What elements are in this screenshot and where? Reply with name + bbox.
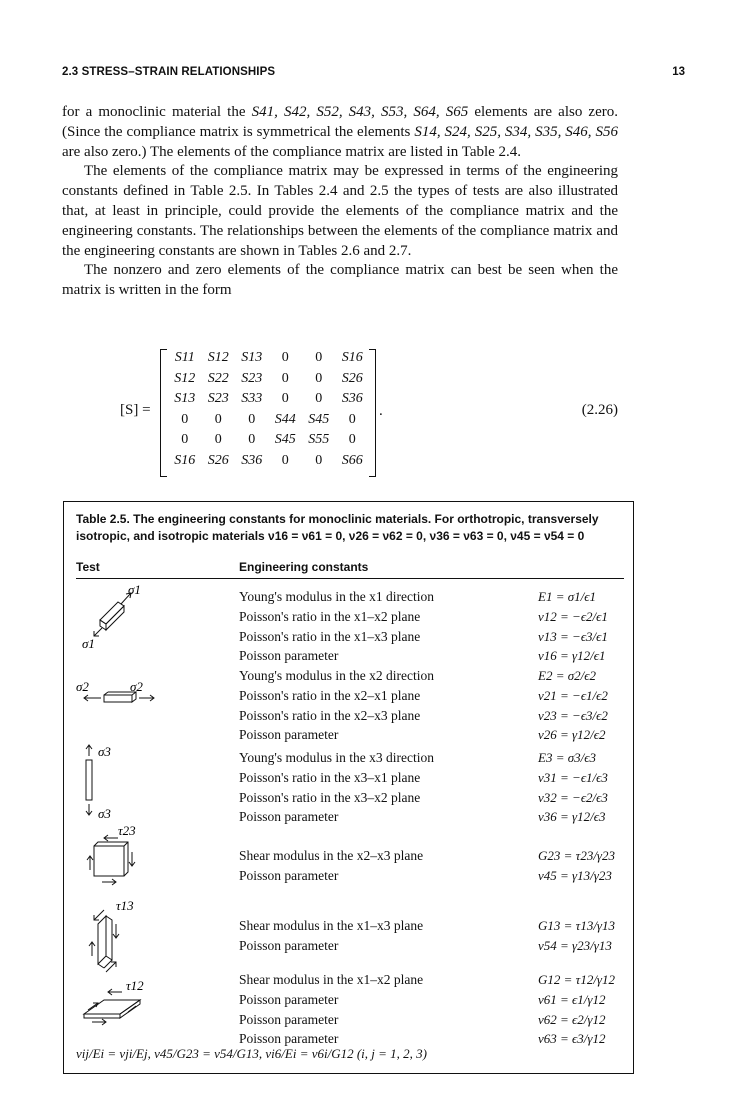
constant-description: Poisson's ratio in the x1–x3 plane xyxy=(239,628,421,644)
test-figure-1 xyxy=(74,584,194,654)
svg-text:σ2: σ2 xyxy=(130,679,143,694)
constant-description: Poisson's ratio in the x3–x2 plane xyxy=(239,789,421,805)
matrix-cell: S45 xyxy=(274,432,296,447)
constant-formula: ν26 = γ12/ϵ2 xyxy=(538,727,606,743)
matrix-cell: 0 xyxy=(248,432,256,447)
matrix-cell: 0 xyxy=(214,432,222,447)
matrix-cell: 0 xyxy=(281,350,289,365)
matrix-cell: 0 xyxy=(281,370,289,386)
table-caption: Table 2.5. The engineering constants for monoclinic materials. For orthotropic, transversely isotropic, and isotropic materials ν16 = ν61 = 0, ν26 = ν62 = 0, ν36 = ν63 = 0, ν45 = ν54 = 0 xyxy=(76,512,599,543)
matrix-cell: S23 xyxy=(241,370,263,386)
matrix-cell: 0 xyxy=(315,370,323,386)
matrix-cell: S26 xyxy=(341,370,363,386)
constant-description: Young's modulus in the x3 direction xyxy=(239,750,434,765)
equation-label: [S] = xyxy=(120,402,151,418)
test-figure-6 xyxy=(74,970,194,1040)
svg-text:σ1: σ1 xyxy=(82,636,95,651)
matrix-cell: 0 xyxy=(248,411,256,427)
constant-formula: G23 = τ23/γ23 xyxy=(538,848,616,863)
constant-description: Poisson parameter xyxy=(239,867,339,883)
matrix-cell: S11 xyxy=(174,350,195,365)
constant-formula: ν54 = γ23/γ13 xyxy=(538,937,612,953)
matrix-cell: S33 xyxy=(241,391,263,406)
constant-formula: ν23 = −ϵ3/ϵ2 xyxy=(538,707,608,723)
constant-description: Young's modulus in the x1 direction xyxy=(239,589,434,604)
svg-text:τ12: τ12 xyxy=(126,978,144,993)
test-figure-5 xyxy=(74,896,194,976)
constant-description: Poisson parameter xyxy=(239,727,339,743)
paragraph-2: The elements of the compliance matrix may be expressed in terms of the engineering constants defined in Table 2.5. In Tables 2.4 and 2.5 the types of tests are also illustrated that, at least in principle, could provide the elements of the compliance matrix and the engineering constants. The relationships between the elements of the compliance matrix and the engineering constants are shown in Tables 2.6 and 2.7. xyxy=(62,163,618,259)
constant-description: Shear modulus in the x1–x3 plane xyxy=(239,918,424,933)
test-figure-4 xyxy=(74,824,194,894)
matrix-cell: S66 xyxy=(341,452,363,468)
table-2-5 xyxy=(63,501,634,1074)
section-header: 2.3 STRESS–STRAIN RELATIONSHIPS xyxy=(62,66,276,78)
matrix-cell: S44 xyxy=(274,411,296,427)
svg-text:σ3: σ3 xyxy=(98,744,111,759)
matrix-cell: S22 xyxy=(207,370,229,386)
constant-formula: ν13 = −ϵ3/ϵ1 xyxy=(538,628,608,644)
matrix-cell: 0 xyxy=(315,452,323,468)
constant-formula: E3 = σ3/ϵ3 xyxy=(538,750,596,765)
matrix-cell: S12 xyxy=(174,370,196,386)
matrix-cell: S16 xyxy=(174,452,196,468)
matrix-cell: S36 xyxy=(241,452,263,468)
matrix-cell: 0 xyxy=(281,391,289,406)
constant-description: Poisson parameter xyxy=(239,937,339,953)
test-figure-2 xyxy=(74,662,194,722)
equation-number: (2.26) xyxy=(581,402,618,418)
matrix-cell: S36 xyxy=(341,391,363,406)
test-figure-3 xyxy=(74,742,194,822)
constant-formula: E2 = σ2/ϵ2 xyxy=(538,668,596,683)
col-header-test: Test xyxy=(76,560,100,574)
matrix-cell: 0 xyxy=(214,411,222,427)
matrix-cell: S16 xyxy=(341,350,363,365)
label: σ1 xyxy=(128,584,141,597)
matrix-cell: 0 xyxy=(181,411,189,427)
matrix-cell: S55 xyxy=(308,432,330,447)
paragraph-3: The nonzero and zero elements of the compliance matrix can best be seen when the matrix is written in the form xyxy=(62,262,618,299)
constant-formula: ν12 = −ϵ2/ϵ1 xyxy=(538,608,608,624)
matrix-cell: 0 xyxy=(315,350,323,365)
constant-formula: ν61 = ϵ1/γ12 xyxy=(538,991,606,1007)
constant-description: Poisson's ratio in the x1–x2 plane xyxy=(239,608,421,624)
svg-text:σ2: σ2 xyxy=(76,679,89,694)
matrix-cell: S13 xyxy=(241,350,263,365)
matrix-cell: S26 xyxy=(207,452,229,468)
constant-formula: ν21 = −ϵ1/ϵ2 xyxy=(538,687,608,703)
matrix-cell: S12 xyxy=(207,350,229,365)
constant-formula: ν16 = γ12/ϵ1 xyxy=(538,648,606,664)
constant-description: Poisson parameter xyxy=(239,1031,339,1047)
constant-formula: ν63 = ϵ3/γ12 xyxy=(538,1031,606,1047)
matrix-cell: 0 xyxy=(315,391,323,406)
element-list-2: S14, S24, S25, S34, S35, S46, S56 xyxy=(414,123,618,140)
constant-description: Shear modulus in the x2–x3 plane xyxy=(239,848,424,863)
constant-description: Shear modulus in the x1–x2 plane xyxy=(239,972,424,987)
compliance-matrix xyxy=(160,349,376,475)
constant-formula: ν62 = ϵ2/γ12 xyxy=(538,1011,606,1027)
constant-description: Young's modulus in the x2 direction xyxy=(239,668,434,683)
constant-description: Poisson parameter xyxy=(239,809,339,825)
constant-description: Poisson parameter xyxy=(239,1011,339,1027)
constant-formula: ν32 = −ϵ2/ϵ3 xyxy=(538,789,608,805)
constant-description: Poisson's ratio in the x2–x1 plane xyxy=(239,687,421,703)
constant-description: Poisson's ratio in the x3–x1 plane xyxy=(239,769,421,785)
matrix-cell: S45 xyxy=(308,411,330,427)
constant-formula: G13 = τ13/γ13 xyxy=(538,918,616,933)
constant-description: Poisson's ratio in the x2–x3 plane xyxy=(239,707,421,723)
constant-description: Poisson parameter xyxy=(239,648,339,664)
svg-text:τ23: τ23 xyxy=(118,824,136,838)
matrix-cell: 0 xyxy=(348,411,356,427)
constant-formula: G12 = τ12/γ12 xyxy=(538,972,616,987)
matrix-cell: 0 xyxy=(281,452,289,468)
constant-formula: ν31 = −ϵ1/ϵ3 xyxy=(538,769,608,785)
constant-description: Poisson parameter xyxy=(239,991,339,1007)
paragraph-1: for a monoclinic material the S41, S42, S52, S43, S53, S64, S65 elements are also zero. (Since the compliance matrix is symmetrical the elements S14, S24, S25, S34, S35, S46, S56 are also zero.) The elements of the compliance matrix are listed in Table 2.4. xyxy=(62,104,618,160)
header-rule xyxy=(76,578,624,579)
svg-text:σ3: σ3 xyxy=(98,806,111,821)
body-text xyxy=(62,103,618,301)
matrix-cell: S23 xyxy=(207,391,229,406)
matrix-cell: S13 xyxy=(174,391,196,406)
constant-formula: ν36 = γ12/ϵ3 xyxy=(538,809,606,825)
matrix-cell: 0 xyxy=(348,432,356,447)
table-footer: νij/Ei = νji/Ej, ν45/G23 = ν54/G13, νi6/Ei = ν6i/G12 (i, j = 1, 2, 3) xyxy=(76,1046,428,1061)
col-header-constants: Engineering constants xyxy=(239,560,369,574)
constant-formula: ν45 = γ13/γ23 xyxy=(538,867,612,883)
element-list: S41, S42, S52, S43, S53, S64, S65 xyxy=(251,104,469,120)
constant-formula: E1 = σ1/ϵ1 xyxy=(538,589,596,604)
svg-text:τ13: τ13 xyxy=(116,898,134,913)
page-number: 13 xyxy=(672,66,685,78)
matrix-cell: 0 xyxy=(181,432,189,447)
